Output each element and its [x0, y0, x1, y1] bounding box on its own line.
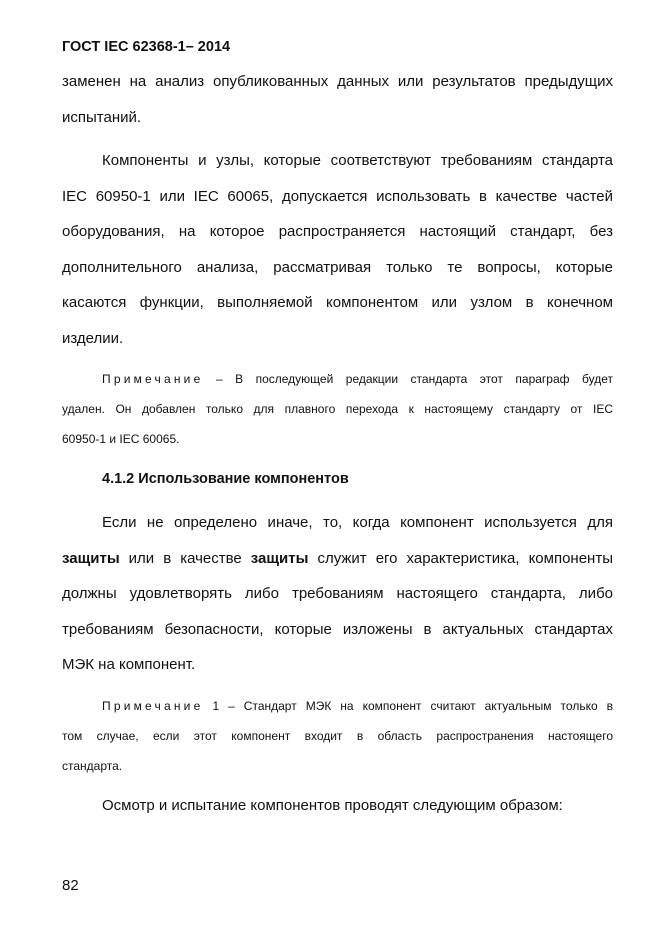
- paragraph-inspection: [102, 788, 613, 824]
- section-heading: 4.1.2 Использование компонентов: [102, 471, 349, 487]
- paragraph-component-usage: [62, 505, 613, 683]
- bold-term: защиты: [62, 549, 120, 567]
- text-line: испытаний.: [62, 108, 142, 126]
- note-text: – В последующей редакции стандарта этот параграф будет: [203, 372, 613, 386]
- bold-term: защиты: [250, 549, 309, 567]
- text-line: касаются функции, выполняемой компонентом или узлом в конечном: [62, 294, 613, 311]
- text-line: дополнительного анализа, рассматривая только те вопросы, которые: [62, 258, 613, 276]
- text-line: требованиям безопасности, которые изложены в актуальных стандартах: [62, 620, 613, 638]
- text-line: [62, 541, 613, 577]
- note-line: [62, 691, 613, 721]
- text-fragment: служит его характеристика, компоненты: [308, 549, 613, 567]
- text-line: Осмотр и испытание компонентов проводят следующим образом:: [102, 797, 563, 814]
- paragraph-continuation: [62, 64, 613, 135]
- text-line: Компоненты и узлы, которые соответствуют требованиям стандарта: [102, 152, 613, 169]
- text-line: Если не определено иначе, то, когда компонент используется для: [102, 514, 613, 531]
- note-label: Примечание: [102, 372, 204, 386]
- note-line: [62, 364, 613, 394]
- note-label: Примечание: [102, 699, 204, 713]
- paragraph-components-and-assemblies: [62, 143, 613, 356]
- note-block-2: [62, 691, 613, 781]
- document-header: ГОСТ IEC 62368-1– 2014: [62, 39, 231, 55]
- text-line: изделии.: [62, 329, 124, 347]
- text-line: заменен на анализ опубликованных данных или результатов предыдущих: [62, 73, 613, 90]
- text-line: IEC 60950-1 или IEC 60065, допускается использовать в качестве частей: [62, 187, 613, 205]
- text-line: оборудования, на которое распространяется настоящий стандарт, без: [62, 223, 613, 240]
- note-text: 1 – Стандарт МЭК на компонент считают актуальным только в: [203, 699, 613, 713]
- text-fragment: или в качестве: [119, 549, 251, 567]
- note-line: том случае, если этот компонент входит в область распространения настоящего: [62, 729, 613, 743]
- note-line: стандарта.: [62, 759, 123, 773]
- note-line: 60950-1 и IEC 60065.: [62, 432, 180, 446]
- note-block-1: [62, 364, 613, 454]
- text-line: МЭК на компонент.: [62, 656, 196, 673]
- page-number: 82: [62, 877, 79, 894]
- note-line: удален. Он добавлен только для плавного перехода к настоящему стандарту от IEC: [62, 402, 613, 416]
- text-line: должны удовлетворять либо требованиям настоящего стандарта, либо: [62, 585, 613, 602]
